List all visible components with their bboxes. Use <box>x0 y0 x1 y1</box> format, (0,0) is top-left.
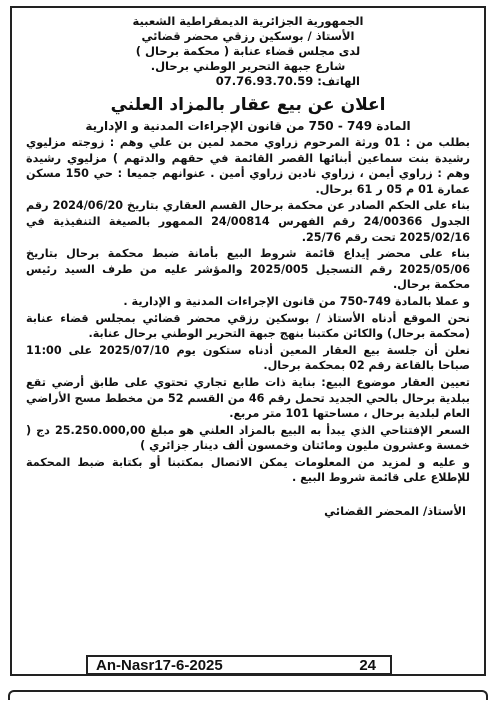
document-header <box>26 14 470 89</box>
page-number: 24 <box>359 656 376 674</box>
paragraph-judgment: بناء على الحكم الصادر عن محكمة برحال القسم العقاري بتاريخ 2024/06/20 رقم الجدول 24/00366 رقم الفهرس 24/00814 الممهور بالصيغة التنفيذية في 2025/02/16 تحت رقم 25/76. <box>26 199 470 244</box>
header-address: شارع جبهة التحرير الوطني برحال. <box>150 59 346 73</box>
paragraph-legal-basis: و عملا بالمادة 749-750 من قانون الإجراءات المدنية و الإدارية . <box>123 294 470 308</box>
announcement-frame <box>10 6 486 676</box>
header-phone: الهاتف: 07.76.93.70.59 <box>215 74 360 88</box>
announcement-body <box>26 135 470 486</box>
legal-article: المادة 749 - 750 من قانون الإجراءات المدنية و الإدارية <box>85 119 411 133</box>
paragraph-session: نعلن أن جلسة بيع العقار المعين أدناه ستكون يوم 2025/07/10 على 11:00 صباحا بالقاعة رقم 02 بمحكمة برحال. <box>26 343 470 373</box>
newspaper-source: An-Nasr17-6-2025 <box>96 656 223 674</box>
header-republic: الجمهورية الجزائرية الديمقراطية الشعبية <box>132 14 364 28</box>
paragraph-deposit: بناء على محضر إيداع قائمة شروط البيع بأمانة ضبط محكمة برحال بتاريخ 2025/05/06 رقم التسجيل 2025/005 والمؤشر عليه من طرف السيد رئيس محكمة برحال. <box>26 247 470 292</box>
next-section-border <box>8 690 488 700</box>
paragraph-property: تعيين العقار موضوع البيع: بناية ذات طابع تجاري تحتوي على طابق أرضي تقع ببلدية برحال بالحي الجديد تحمل رقم 46 من القسم 52 من مخطط مسح الأراضي العام لبلدية برحال ، مساحتها 101 متر مربع. <box>26 375 470 421</box>
paragraph-bailiff: نحن الموقع أدناه الأستاذ / بوسكين رزقي محضر قضائي بمجلس قضاء عنابة (محكمة برحال) والكائن مكتبنا بنهج جبهة التحرير الوطني برحال عنابة. <box>26 311 470 341</box>
header-bailiff: الأستاذ / بوسكين رزقي محضر قضائي <box>141 29 355 43</box>
paragraph-requester: بطلب من : 01 ورثة المرحوم زراوي محمد لمين بن علي وهم : زوجته مزليوي رشيدة بنت سماعين أبنائها القصر القائمة في حقهم والدتهم ) مزليوي رشيدة وهم : زراوي أيمن ، زراوي نادين زراوي أمين . عنوانهم جميعا : حي 150 مسكن عمارة 01 م 05 ر 61 برحال. <box>26 136 471 196</box>
page-footer <box>86 655 392 675</box>
paragraph-contact: و عليه و لمزيد من المعلومات يمكن الاتصال بمكتبنا أو بكتابة ضبط المحكمة للإطلاع على قائمة شروط البيع . <box>26 455 470 485</box>
header-court: لدى مجلس قضاء عنابة ( محكمة برحال ) <box>135 44 361 58</box>
announcement-title: اعلان عن بيع عقار بالمزاد العلني <box>110 95 386 115</box>
paragraph-price: السعر الإفتتاحي الذي يبدأ به البيع بالمزاد العلني هو مبلغ 25.250.000,00 دج ( خمسة وعشرون مليون ومائتان وخمسون ألف دينار جزائري ) <box>26 423 470 453</box>
signature: الأستاذ/ المحضر القضائي <box>324 504 466 519</box>
